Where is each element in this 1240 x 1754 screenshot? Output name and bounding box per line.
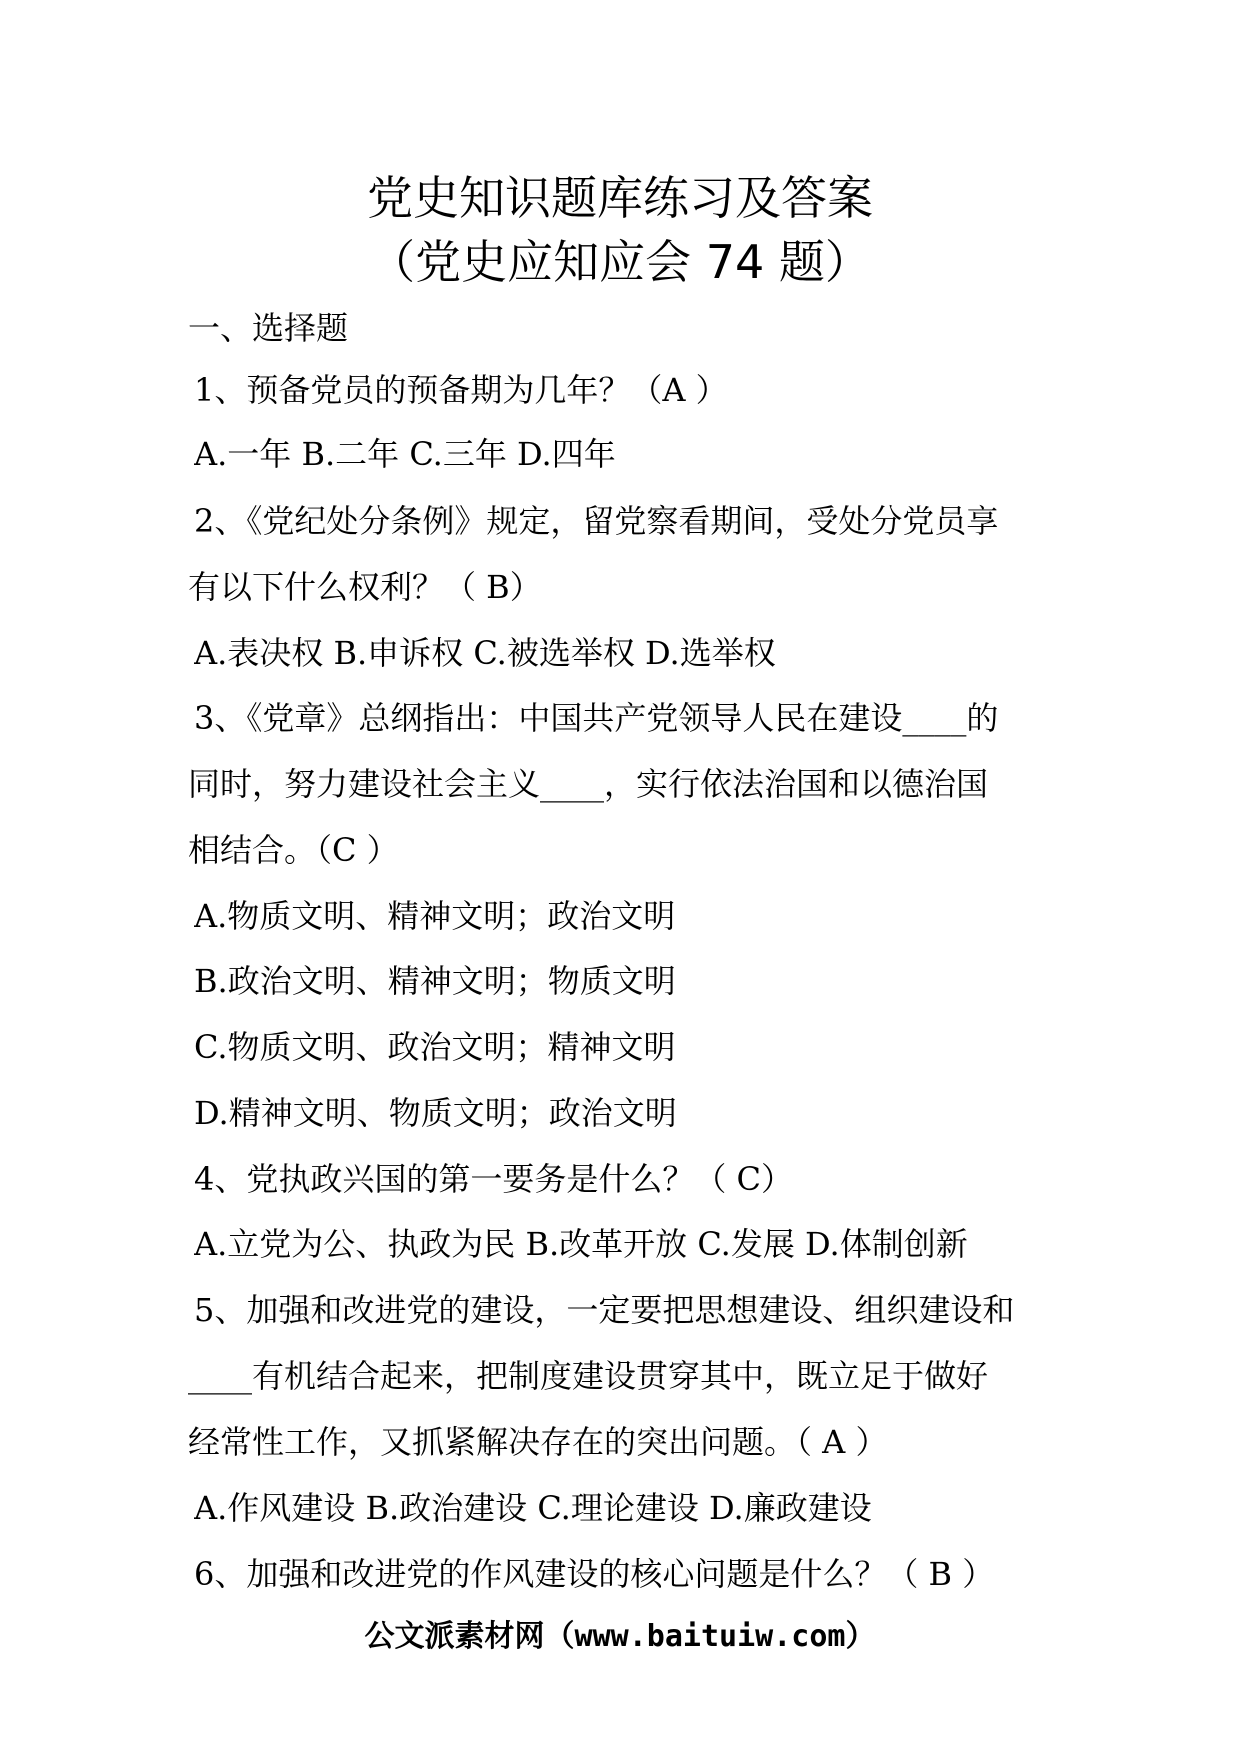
question-6: 6、加强和改进党的作风建设的核心问题是什么？（ B ）	[194, 1555, 995, 1593]
question-3-line-1: 3、《党章》总纲指出：中国共产党领导人民在建设____的	[194, 699, 999, 737]
question-3-line-3: 相结合。（C ）	[188, 831, 399, 869]
question-3-line-2: 同时，努力建设社会主义____，实行依法治国和以德治国	[188, 765, 989, 803]
options-5: A.作风建设 B.政治建设 C.理论建设 D.廉政建设	[194, 1489, 872, 1527]
option-3a: A.物质文明、精神文明；政治文明	[194, 897, 676, 935]
document-subtitle: （党史应知应会 74 题）	[369, 235, 871, 289]
option-3c: C.物质文明、政治文明；精神文明	[194, 1028, 676, 1066]
section-heading: 一、选择题	[188, 309, 349, 347]
options-2: A.表决权 B.申诉权 C.被选举权 D.选举权	[194, 634, 776, 672]
question-5-line-3: 经常性工作，又抓紧解决存在的突出问题。（ A ）	[188, 1423, 888, 1461]
option-3b: B.政治文明、精神文明；物质文明	[194, 962, 676, 1000]
options-4: A.立党为公、执政为民 B.改革开放 C.发展 D.体制创新	[194, 1225, 968, 1263]
footer-watermark: 公文派素材网（www.baituiw.com）	[364, 1619, 876, 1654]
document-title: 党史知识题库练习及答案	[367, 171, 873, 225]
question-4: 4、党执政兴国的第一要务是什么？（ C）	[194, 1160, 794, 1198]
question-5-line-2: ____有机结合起来，把制度建设贯穿其中，既立足于做好	[188, 1357, 989, 1395]
question-1: 1、预备党员的预备期为几年？（A ）	[194, 371, 728, 409]
question-2-line-2: 有以下什么权利？（ B）	[188, 568, 542, 606]
question-2-line-1: 2、《党纪处分条例》规定，留党察看期间，受处分党员享	[194, 502, 999, 540]
question-5-line-1: 5、加强和改进党的建设，一定要把思想建设、组织建设和	[194, 1291, 1015, 1329]
options-1: A.一年 B.二年 C.三年 D.四年	[194, 435, 616, 473]
option-3d: D.精神文明、物质文明；政治文明	[194, 1094, 677, 1132]
